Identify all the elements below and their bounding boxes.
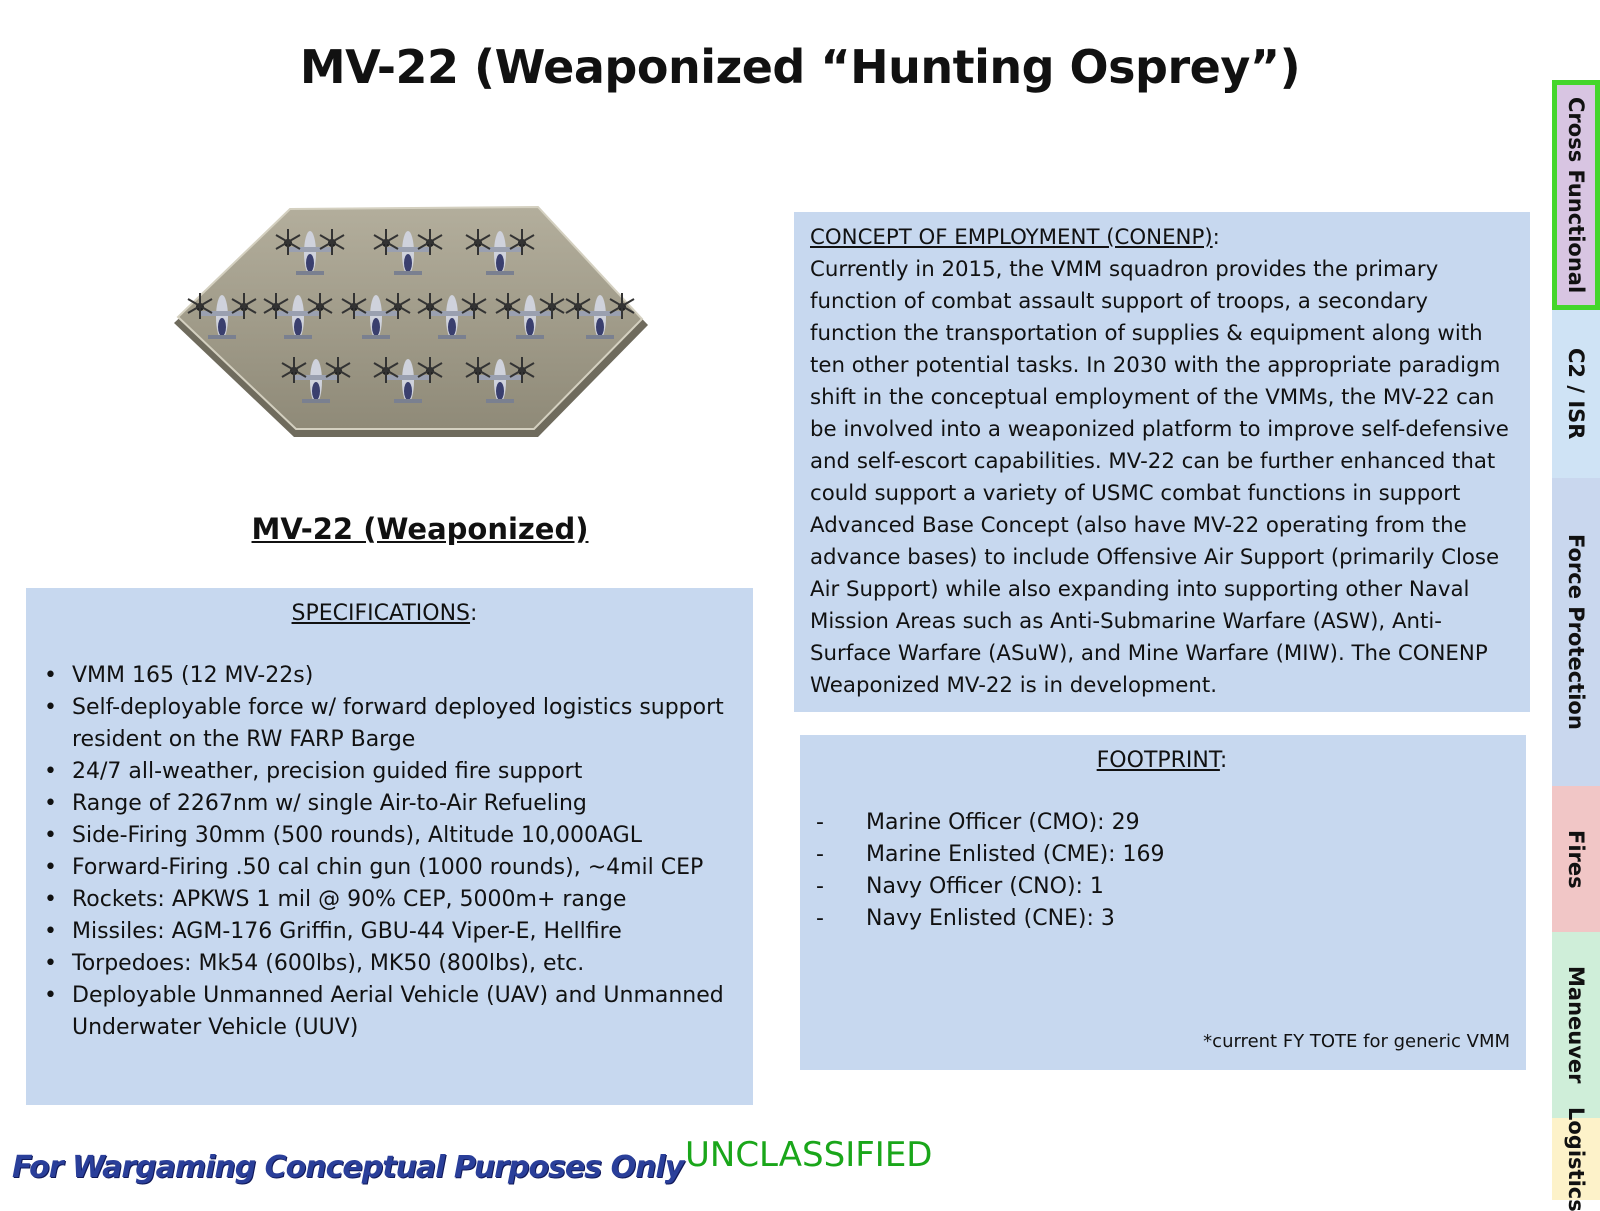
list-item: • Rockets: APKWS 1 mil @ 90% CEP, 5000m+ range [44, 884, 725, 916]
specifications-heading: SPECIFICATIONS: [291, 601, 478, 626]
tab-force-protection[interactable]: Force Protection [1552, 478, 1600, 786]
page-title: MV-22 (Weaponized “Hunting Osprey”) [299, 40, 1301, 94]
concept-text: Currently in 2015, the VMM squadron provides the primary function of combat assault support of troops, a secondary function the transportation of supplies & equipment along with ten other potential tasks. In 2030 with the appropriate paradigm shift in the conceptual employment of the VMMs, the MV-22 can be involved into a weaponized platform to improve self-defensive and self-escort capabilities. MV-22 can be further enhanced that could support a variety of USMC combat functions in support Advanced Base Concept (also have MV-22 operating from the advance bases) to include Offensive Air Support (primarily Close Air Support) while also expanding into supporting other Naval Mission Areas such as Anti-Submarine Warfare (ASW), Anti-Surface Warfare (ASuW), and Mine Warfare (MIW). The CONENP Weaponized MV-22 is in development. [810, 257, 1509, 698]
tab-cross-functional[interactable]: Cross Functional [1552, 80, 1600, 310]
list-item: - Navy Enlisted (CNE): 3 [816, 906, 1115, 931]
list-item: • Deployable Unmanned Aerial Vehicle (UAV) and Unmanned Underwater Vehicle (UUV) [44, 980, 725, 1044]
footprint-list [816, 807, 1508, 935]
tab-logistics[interactable]: Logistics [1552, 1118, 1600, 1200]
footprint-note: *current FY TOTE for generic VMM [1203, 1031, 1510, 1052]
footer-disclaimer: For Wargaming Conceptual Purposes Only [12, 1150, 684, 1185]
list-item: • Self-deployable force w/ forward deployed logistics support resident on the RW FARP Barge [44, 692, 725, 756]
footprint-panel [800, 735, 1526, 1070]
tab-maneuver[interactable]: Maneuver [1552, 932, 1600, 1118]
specifications-list [44, 660, 725, 1044]
concept-panel [794, 212, 1530, 712]
list-item: - Marine Enlisted (CME): 169 [816, 842, 1165, 867]
list-item: • Torpedoes: Mk54 (600lbs), MK50 (800lbs), etc. [44, 948, 725, 980]
unit-name: MV-22 (Weaponized) [251, 512, 589, 546]
list-item: • VMM 165 (12 MV-22s) [44, 660, 725, 692]
unit-graphic [170, 205, 670, 445]
osprey-formation-icon [170, 205, 670, 445]
list-item: • 24/7 all-weather, precision guided fire support [44, 756, 725, 788]
concept-heading: CONCEPT OF EMPLOYMENT (CONENP): [810, 225, 1220, 250]
tab-c2-isr[interactable]: C2 / ISR [1552, 310, 1600, 478]
list-item: • Side-Firing 30mm (500 rounds), Altitude 10,000AGL [44, 820, 725, 852]
footprint-heading: FOOTPRINT: [1096, 748, 1228, 773]
list-item: • Missiles: AGM-176 Griffin, GBU-44 Viper-E, Hellfire [44, 916, 725, 948]
side-tabs [1552, 80, 1600, 1211]
classification-marking: UNCLASSIFIED [685, 1135, 933, 1175]
tab-fires[interactable]: Fires [1552, 786, 1600, 932]
list-item: - Marine Officer (CMO): 29 [816, 810, 1140, 835]
list-item: • Forward-Firing .50 cal chin gun (1000 rounds), ~4mil CEP [44, 852, 725, 884]
list-item: • Range of 2267nm w/ single Air-to-Air Refueling [44, 788, 725, 820]
specifications-panel [26, 588, 753, 1105]
list-item: - Navy Officer (CNO): 1 [816, 874, 1104, 899]
